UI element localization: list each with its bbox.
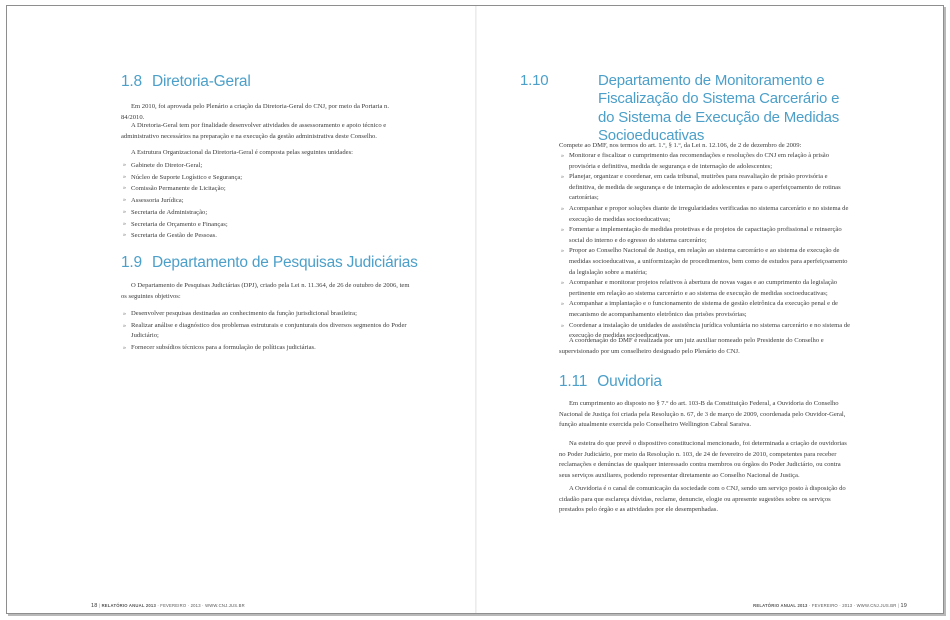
- footer-text: · FEVEREIRO · 2013 · WWW.CNJ.JUS.BR: [155, 603, 245, 608]
- section-title: Diretoria-Geral: [151, 73, 251, 90]
- list-item: » Coordenar a instalação de unidades de assistência jurídica voluntária no sistema carcerário e no sistema de execução de medidas socioeducativas.: [561, 321, 851, 342]
- paragraph: A Estrutura Organizacional da Diretoria-Geral é composta pelas seguintes unidades:: [131, 149, 353, 156]
- paragraph: Em cumprimento ao disposto no § 7.º do art. 103-B da Constituição Federal, a Ouvidoria do Conselho Nacional de Justiça foi criada pela Resolução n. 67, de 3 de março de 2009, coordenada pelo Ouvidor-Geral, função atualmente exercida pelo Conselheiro Wellington Cabral Saraiva.: [559, 400, 846, 429]
- list-item: » Fornecer subsídios técnicos para a formulação de políticas judiciárias.: [123, 343, 411, 354]
- page-footer: RELATÓRIO ANUAL 2013 · FEVEREIRO · 2013 · WWW.CNJ.JUS.BR | 19: [753, 603, 907, 609]
- section-1-11-heading: [559, 372, 662, 392]
- footer-text: · FEVEREIRO · 2013 · WWW.CNJ.JUS.BR: [807, 603, 897, 608]
- left-page: [7, 6, 475, 613]
- paragraph: Compete ao DMF, nos termos do art. 1.º, § 1.º, da Lei n. 12.106, de 2 de dezembro de 2009:: [559, 142, 802, 149]
- section-1-8-heading: [121, 72, 251, 92]
- paragraph: Na esteira do que prevê o dispositivo constitucional mencionado, foi determinada a criação de ouvidorias no Poder Judiciário, por meio da Resolução n. 103, de 24 de fevereiro de 2010, competentes para receber reclamações e denúncias de qualquer interessado contra membros ou órgãos do Poder Judiciário, ou contra seus serviços auxiliares, podendo representar diretamente ao Conselho Nacional de Justiça.: [559, 440, 847, 479]
- paragraph: A coordenação do DMF é realizada por um juiz auxiliar nomeado pelo Presidente do Conselho e supervisionado por um conselheiro designado pelo Plenário do CNJ.: [559, 337, 824, 355]
- list-item: » Propor ao Conselho Nacional de Justiça, em relação ao sistema carcerário e ao sistema de execução de medidas socioeducativas, a uniformização de procedimentos, bem como de estudos para aperfeiçoamento da legislação sobre a matéria;: [561, 246, 851, 278]
- right-page: [477, 6, 943, 613]
- footer-label: RELATÓRIO ANUAL 2013: [101, 603, 156, 608]
- list-item: » Secretaria de Administração;: [123, 207, 413, 219]
- units-list: [123, 160, 413, 242]
- paragraph: A Diretoria-Geral tem por finalidade desenvolver atividades de assessoramento e apoio técnico e administrativo necessários na preparação e na execução da gestão administrativa deste Conselho.: [121, 122, 387, 140]
- list-item: » Assessoria Jurídica;: [123, 195, 413, 207]
- list-item: » Comissão Permanente de Licitação;: [123, 183, 413, 195]
- objectives-list: [123, 309, 411, 353]
- page-number: 19: [900, 603, 907, 609]
- paragraph: O Departamento de Pesquisas Judiciárias (DPJ), criado pela Lei n. 11.364, de 26 de outubro de 2006, tem os seguintes objetivos:: [121, 282, 410, 300]
- list-item: » Planejar, organizar e coordenar, em cada tribunal, mutirões para reavaliação de prisão provisória e definitiva, de medida de segurança e de internação de adolescentes e para o aperfeiçoamento de rotinas cartorárias;: [561, 172, 851, 204]
- footer-label: RELATÓRIO ANUAL 2013: [753, 603, 808, 608]
- list-item: » Desenvolver pesquisas destinadas ao conhecimento da função jurisdicional brasileira;: [123, 309, 411, 320]
- section-1-9-heading: [121, 253, 418, 273]
- section-title: Departamento de Pesquisas Judiciárias: [151, 254, 418, 271]
- section-number: 1.8: [121, 73, 142, 90]
- list-item: » Núcleo de Suporte Logístico e Segurança;: [123, 172, 413, 184]
- page-footer: 18 | RELATÓRIO ANUAL 2013 · FEVEREIRO · 2013 · WWW.CNJ.JUS.BR: [91, 603, 245, 609]
- section-title: Departamento de Monitoramento e Fiscalização do Sistema Carcerário e do Sistema de Execução de Medidas Socioeducativas: [598, 72, 840, 145]
- list-item: » Realizar análise e diagnóstico dos problemas estruturais e conjunturais dos diversos segmentos do Poder Judiciário;: [123, 321, 411, 342]
- section-1-10-heading: [520, 72, 859, 146]
- list-item: » Monitorar e fiscalizar o cumprimento das recomendações e resoluções do CNJ em relação à prisão provisória e definitiva, medida de segurança e de internação de adolescentes;: [561, 151, 851, 172]
- section-number: 1.10: [520, 72, 549, 89]
- list-item: » Acompanhar e propor soluções diante de irregularidades verificadas no sistema carcerário e no sistema de execução de medidas socioeducativas;: [561, 204, 851, 225]
- list-item: » Secretaria de Orçamento e Finanças;: [123, 219, 413, 231]
- list-item: » Gabinete do Diretor-Geral;: [123, 160, 413, 172]
- section-number: 1.9: [121, 254, 142, 271]
- document-spread: [6, 5, 944, 614]
- page-number: 18: [91, 603, 98, 609]
- competences-list: [561, 151, 851, 342]
- section-number: 1.11: [559, 373, 588, 390]
- paragraph: Em 2010, foi aprovada pelo Plenário a criação da Diretoria-Geral do CNJ, por meio da Portaria n. 84/2010.: [121, 103, 389, 121]
- list-item: » Secretaria de Gestão de Pessoas.: [123, 230, 413, 242]
- paragraph: A Ouvidoria é o canal de comunicação da sociedade com o CNJ, sendo um serviço posto à disposição do cidadão para que esclareça dúvidas, reclame, denuncie, elogie ou apresente sugestões sobre os serviços prestados pelo órgão e as atividades por ele desempenhadas.: [559, 485, 846, 514]
- section-title: Ouvidoria: [597, 373, 662, 390]
- list-item: » Fomentar a implementação de medidas protetivas e de projetos de capacitação profissional e reinserção social do interno e do egresso do sistema carcerário;: [561, 225, 851, 246]
- list-item: » Acompanhar a implantação e o funcionamento de sistema de gestão eletrônica da execução penal e de mecanismo de acompanhamento eletrônico das prisões provisórias;: [561, 299, 851, 320]
- list-item: » Acompanhar e monitorar projetos relativos à abertura de novas vagas e ao cumprimento da legislação pertinente em relação ao sistema carcerário e ao sistema de execução de medidas socioeducativas;: [561, 278, 851, 299]
